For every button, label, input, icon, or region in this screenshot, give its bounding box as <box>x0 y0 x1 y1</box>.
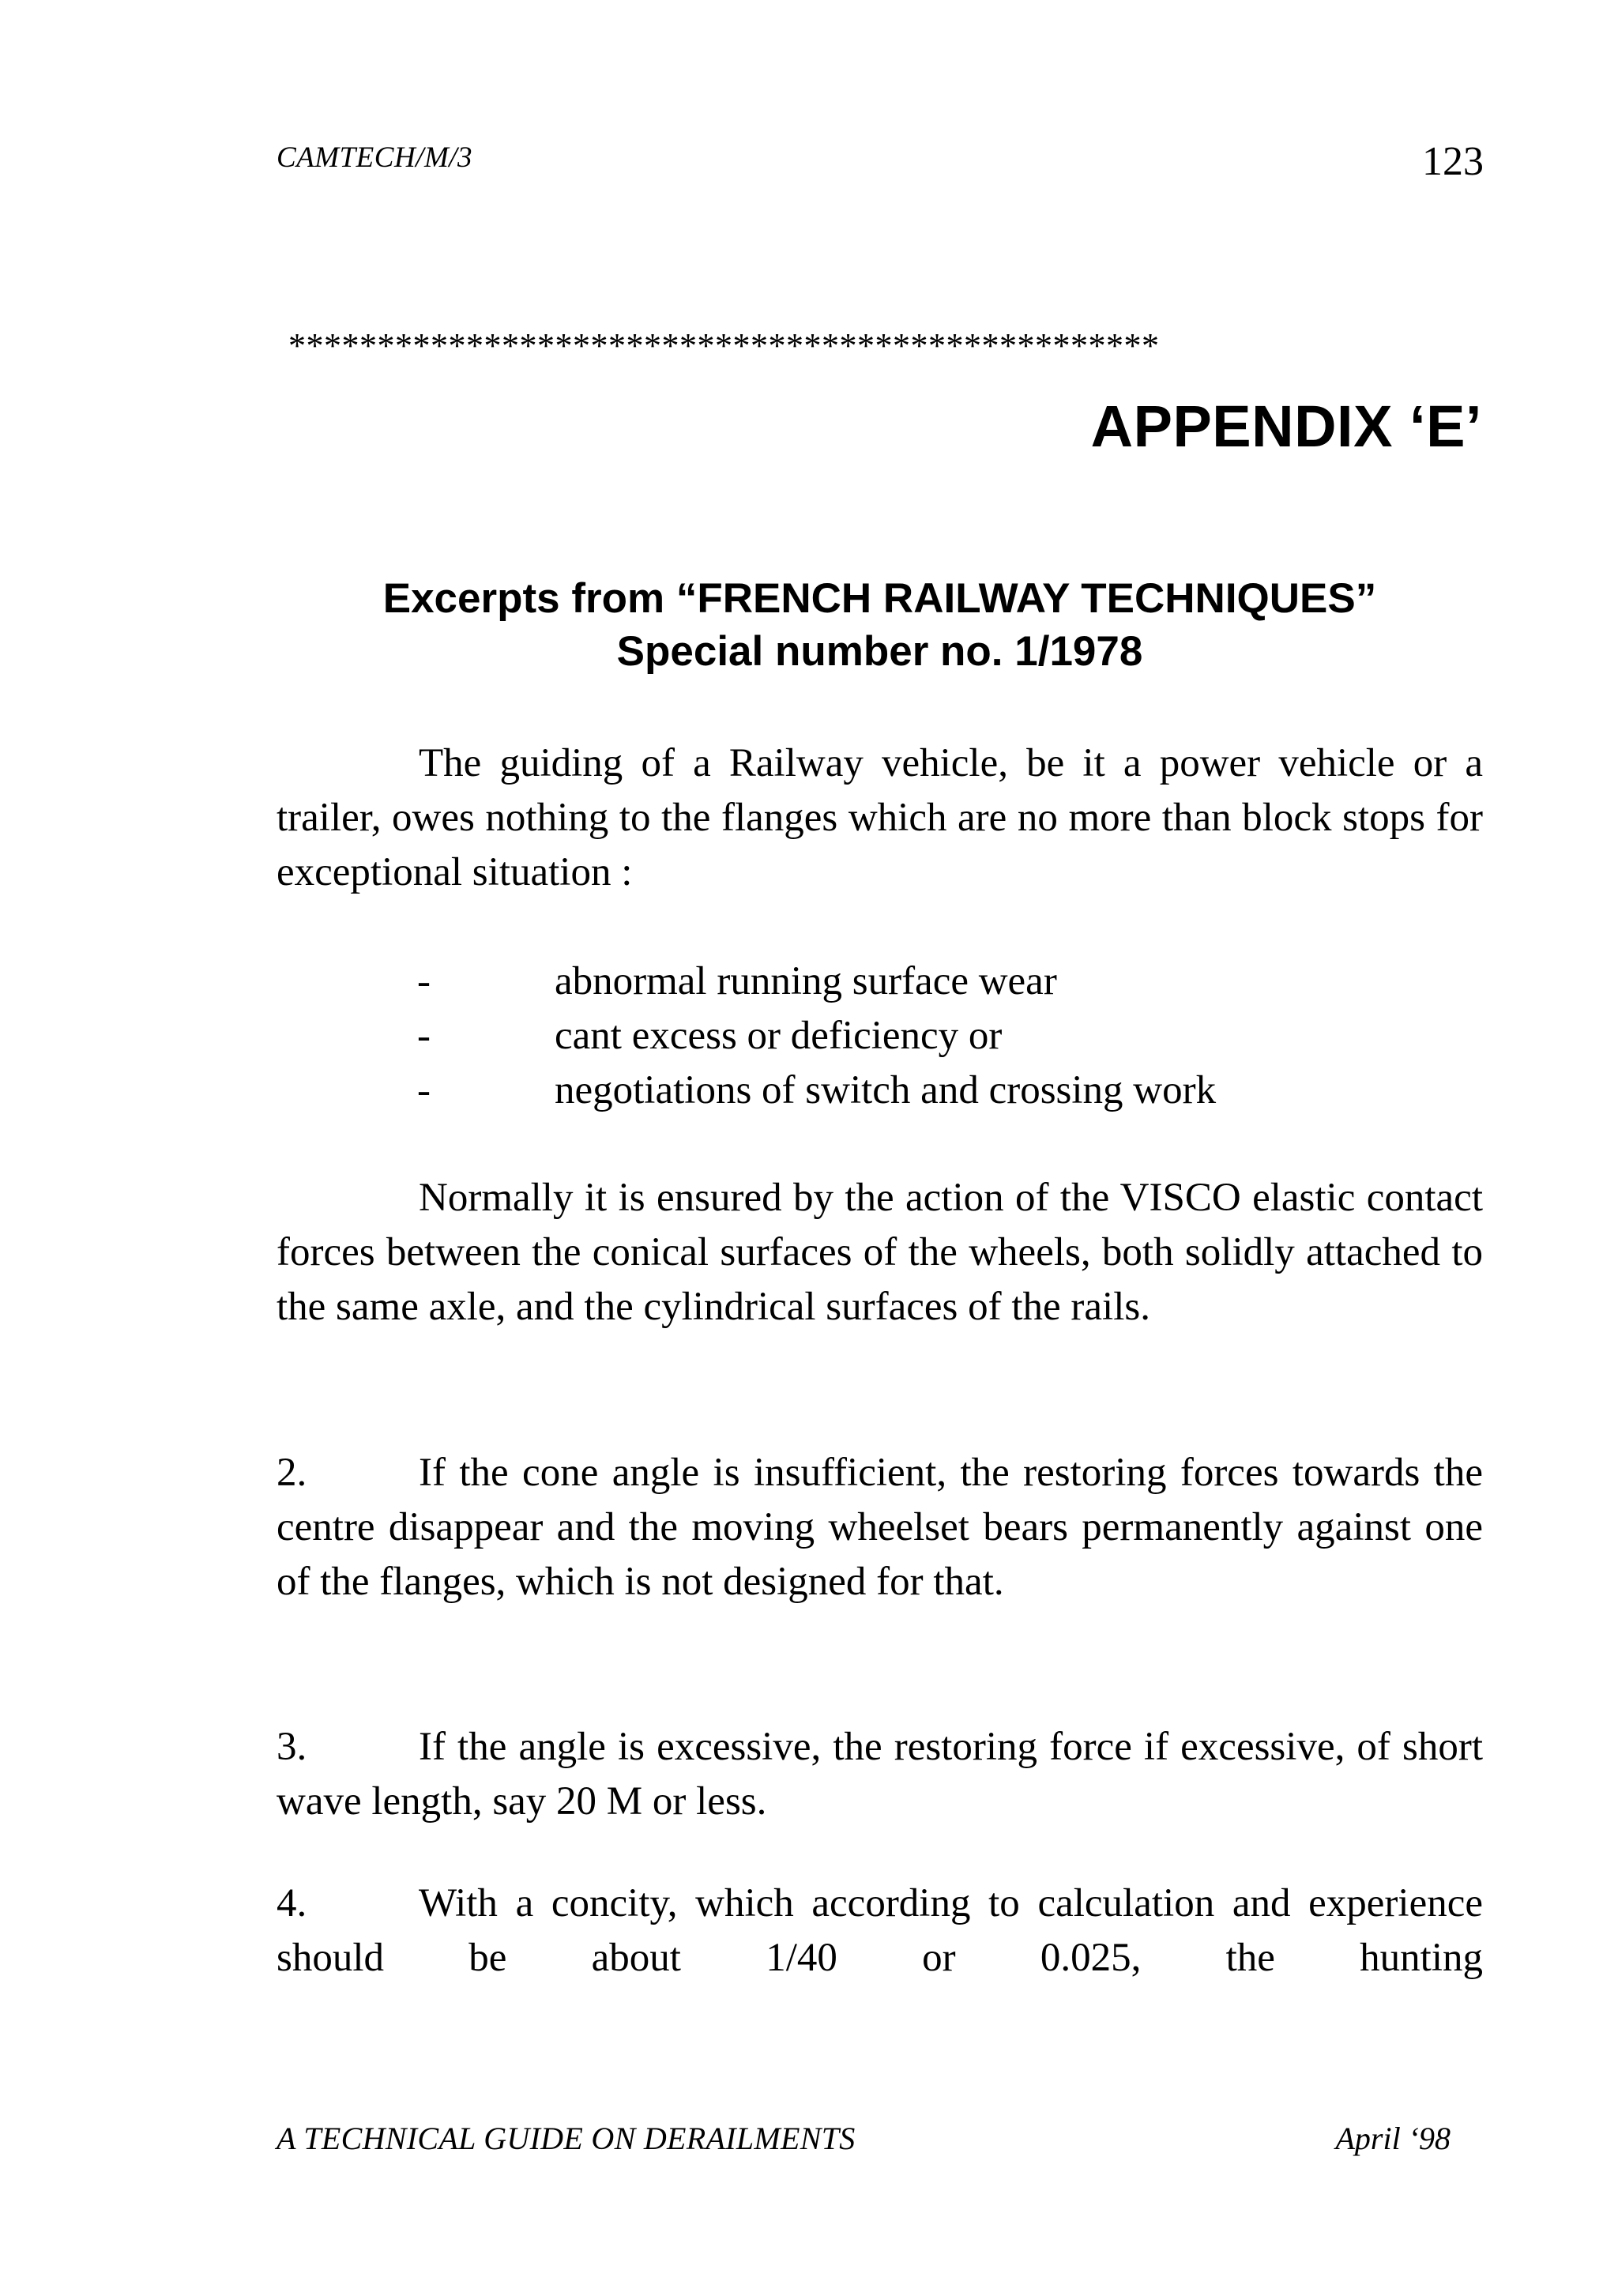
paragraph-number: 2. <box>277 1451 307 1495</box>
paragraph-number: 3. <box>277 1725 307 1769</box>
document-code: CAMTECH/M/3 <box>277 141 473 174</box>
subtitle-line-2: Special number no. 1/1978 <box>616 628 1143 675</box>
numbered-paragraph-3 <box>277 1720 1483 1829</box>
subtitle-line-1: Excerpts from “FRENCH RAILWAY TECHNIQUES” <box>382 575 1377 622</box>
paragraph-text: With a concity, which according to calculation and experience should be about 1/40 or 0.025, the hunting <box>277 1881 1483 1980</box>
normally-paragraph <box>277 1171 1483 1334</box>
list-bullet: - <box>417 959 431 1003</box>
list-bullet: - <box>417 1068 431 1112</box>
exception-list <box>277 954 1483 1118</box>
list-bullet: - <box>417 1014 431 1058</box>
list-item-text: cant excess or deficiency or <box>555 1014 1003 1058</box>
asterisk-divider: ************************************************* <box>288 326 1160 365</box>
footer-guide-title: A TECHNICAL GUIDE ON DERAILMENTS <box>277 2121 856 2156</box>
list-item <box>277 1063 1483 1118</box>
paragraph-text: If the angle is excessive, the restoring force if excessive, of short wave length, say 20 M or less. <box>277 1725 1483 1824</box>
normally-text: Normally it is ensured by the action of the VISCO elastic contact forces between the conical surfaces of the wheels, both solidly attached to the same axle, and the cylindrical surfaces of the rails. <box>277 1176 1483 1329</box>
paragraph-number: 4. <box>277 1881 307 1925</box>
intro-text: The guiding of a Railway vehicle, be it a power vehicle or a trailer, owes nothing to the flanges which are no more than block stops for exceptional situation : <box>277 741 1483 894</box>
numbered-paragraph-2 <box>277 1446 1483 1609</box>
list-item-text: abnormal running surface wear <box>555 959 1057 1003</box>
numbered-paragraph-4 <box>277 1876 1483 1985</box>
paragraph-text: If the cone angle is insufficient, the restoring forces towards the centre disappear and the moving wheelset bears permanently against one of the flanges, which is not designed for that. <box>277 1451 1483 1604</box>
list-item <box>277 1009 1483 1063</box>
appendix-title: APPENDIX ‘E’ <box>1090 393 1482 459</box>
intro-paragraph <box>277 736 1483 900</box>
list-item <box>277 954 1483 1009</box>
page-number: 123 <box>1422 139 1484 184</box>
footer-date: April ‘98 <box>1335 2121 1451 2156</box>
list-item-text: negotiations of switch and crossing work <box>555 1068 1217 1112</box>
